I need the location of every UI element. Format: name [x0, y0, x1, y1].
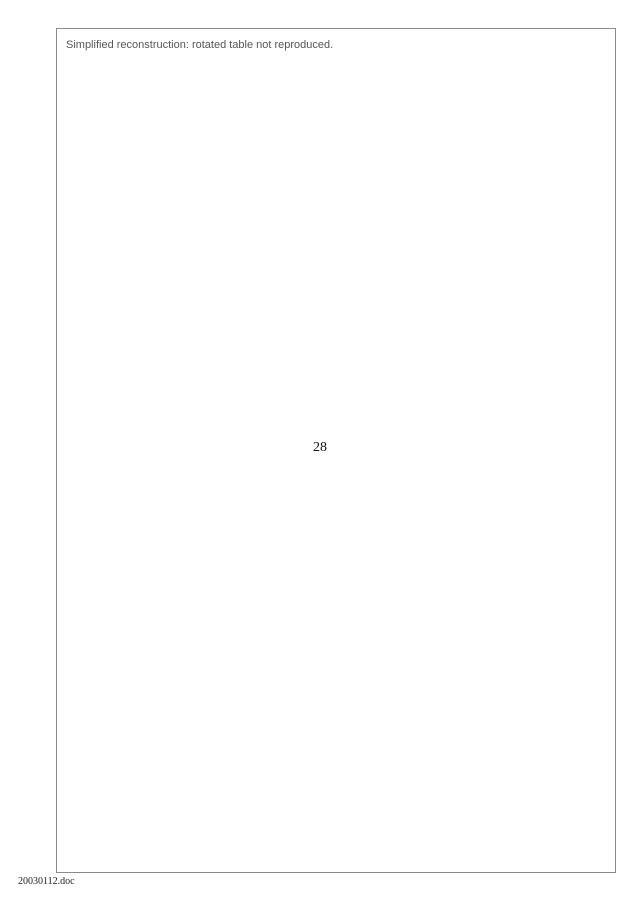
simplified-note: Simplified reconstruction: rotated table not reproduced. — [66, 39, 334, 51]
footer-file-name: 20030112.doc — [18, 876, 75, 887]
page-number: 28 — [313, 440, 327, 455]
